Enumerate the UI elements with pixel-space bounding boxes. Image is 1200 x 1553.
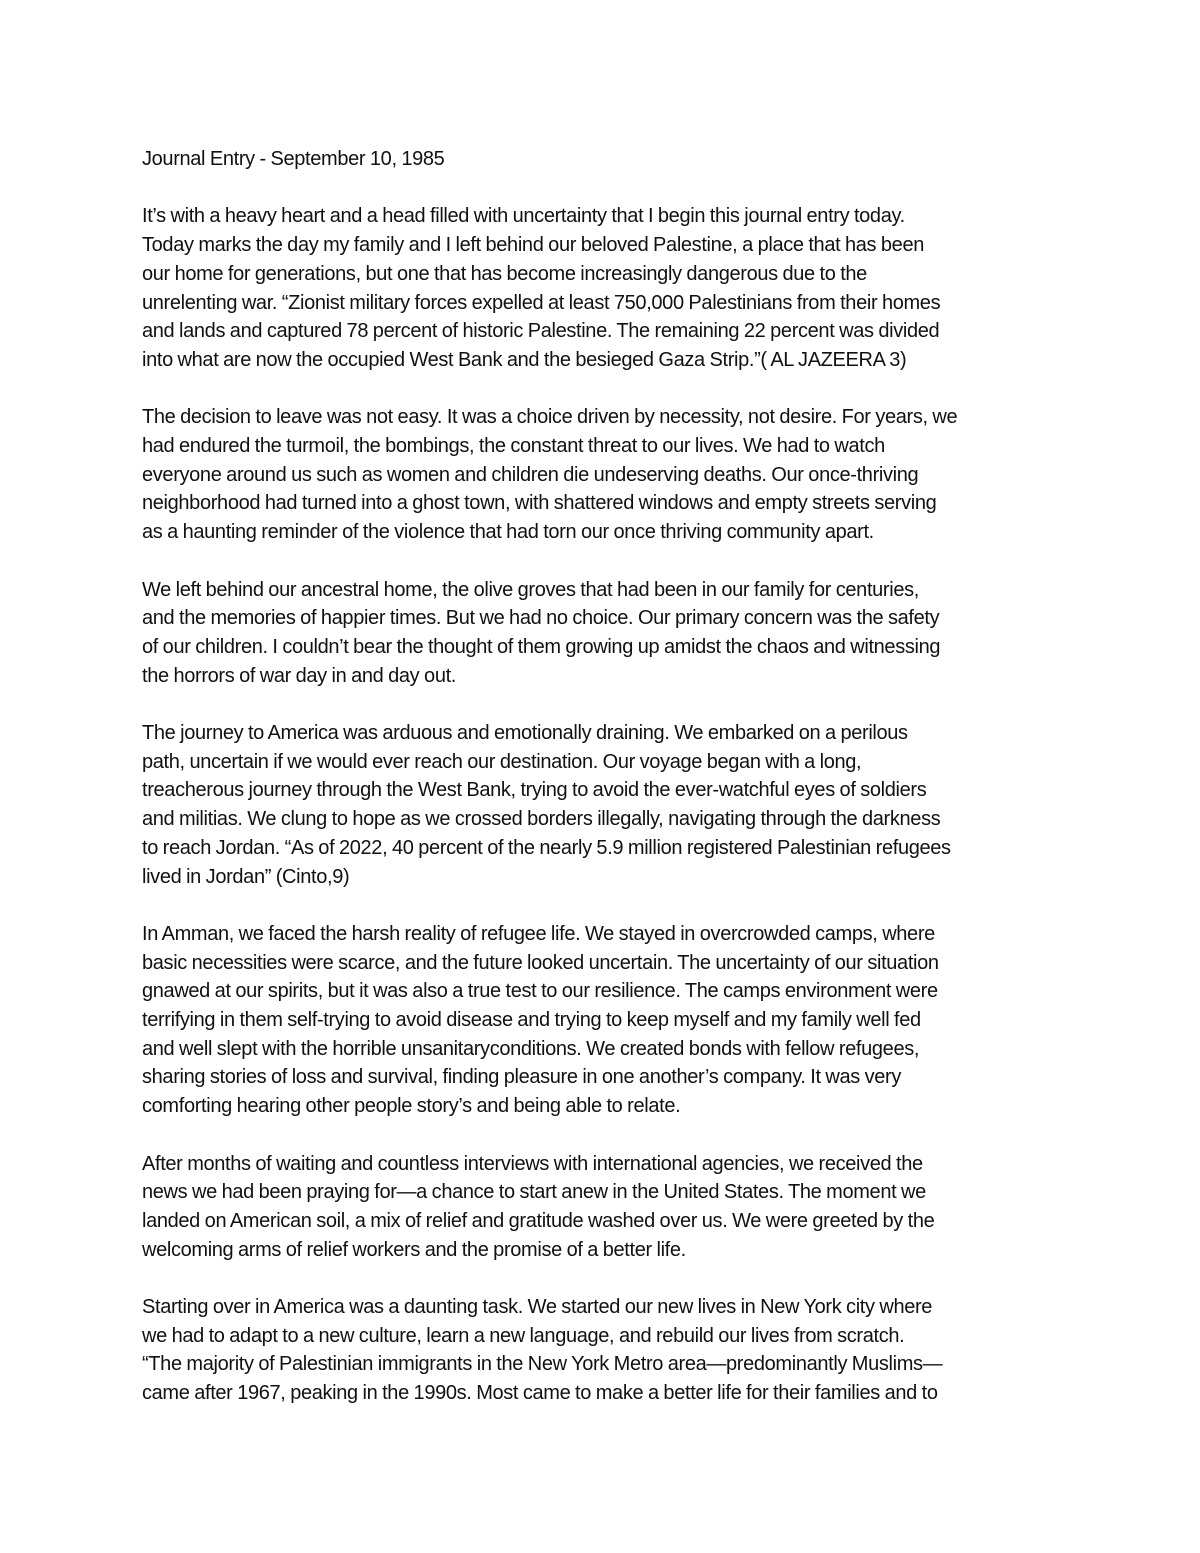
text-line: In Amman, we faced the harsh reality of refugee life. We stayed in overcrowded camps, where <box>142 922 935 945</box>
text-line: the horrors of war day in and day out. <box>142 664 456 687</box>
text-line: and militias. We clung to hope as we crossed borders illegally, navigating through the darkness <box>142 808 941 831</box>
paragraph-3 <box>142 576 1072 691</box>
paragraph-7 <box>142 1293 1072 1408</box>
text-line: came after 1967, peaking in the 1990s. Most came to make a better life for their families and to <box>142 1382 938 1405</box>
text-line: landed on American soil, a mix of relief and gratitude washed over us. We were greeted by the <box>142 1209 935 1232</box>
text-line: news we had been praying for—a chance to start anew in the United States. The moment we <box>142 1181 926 1204</box>
paragraphs-container <box>142 202 1072 1407</box>
text-line: unrelenting war. “Zionist military forces expelled at least 750,000 Palestinians from their homes <box>142 291 941 314</box>
text-line: and well slept with the horrible unsanitaryconditions. We created bonds with fellow refugees, <box>142 1037 920 1060</box>
text-line: welcoming arms of relief workers and the promise of a better life. <box>142 1238 686 1261</box>
paragraph-4 <box>142 719 1072 891</box>
text-line: basic necessities were scarce, and the future looked uncertain. The uncertainty of our situation <box>142 951 939 974</box>
text-line: The decision to leave was not easy. It was a choice driven by necessity, not desire. For years, we <box>142 406 958 429</box>
text-line: and the memories of happier times. But we had no choice. Our primary concern was the safety <box>142 607 940 630</box>
text-line: path, uncertain if we would ever reach our destination. Our voyage began with a long, <box>142 750 862 773</box>
paragraph-5 <box>142 920 1072 1121</box>
text-line: everyone around us such as women and children die undeserving deaths. Our once-thriving <box>142 463 919 486</box>
text-line: comforting hearing other people story’s and being able to relate. <box>142 1095 681 1118</box>
paragraph-2 <box>142 403 1072 547</box>
text-line: Today marks the day my family and I left behind our beloved Palestine, a place that has been <box>142 234 925 257</box>
text-line: into what are now the occupied West Bank and the besieged Gaza Strip.”( AL JAZEERA 3) <box>142 348 907 371</box>
text-line: of our children. I couldn’t bear the thought of them growing up amidst the chaos and witnessing <box>142 635 941 658</box>
paragraph-6 <box>142 1150 1072 1265</box>
text-line: After months of waiting and countless interviews with international agencies, we received the <box>142 1152 923 1175</box>
text-line: neighborhood had turned into a ghost town, with shattered windows and empty streets serving <box>142 492 937 515</box>
text-line: and lands and captured 78 percent of historic Palestine. The remaining 22 percent was divided <box>142 320 940 343</box>
journal-title: Journal Entry - September 10, 1985 <box>142 148 445 170</box>
text-line: lived in Jordan” (Cinto,9) <box>142 865 350 888</box>
text-line: We left behind our ancestral home, the olive groves that had been in our family for centuries, <box>142 578 919 601</box>
text-line: “The majority of Palestinian immigrants in the New York Metro area—predominantly Muslims— <box>142 1353 943 1376</box>
text-line: our home for generations, but one that has become increasingly dangerous due to the <box>142 262 867 285</box>
document-body <box>142 145 1072 1437</box>
text-line: we had to adapt to a new culture, learn a new language, and rebuild our lives from scratch. <box>142 1324 905 1347</box>
text-line: Starting over in America was a daunting task. We started our new lives in New York city where <box>142 1296 933 1319</box>
text-line: had endured the turmoil, the bombings, the constant threat to our lives. We had to watch <box>142 435 885 457</box>
text-line: terrifying in them self-trying to avoid disease and trying to keep myself and my family well fed <box>142 1009 921 1032</box>
text-line: to reach Jordan. “As of 2022, 40 percent of the nearly 5.9 million registered Palestinian refugees <box>142 836 951 859</box>
text-line: It’s with a heavy heart and a head filled with uncertainty that I begin this journal entry today. <box>142 205 905 228</box>
text-line: treacherous journey through the West Bank, trying to avoid the ever-watchful eyes of soldiers <box>142 779 927 802</box>
text-line: The journey to America was arduous and emotionally draining. We embarked on a perilous <box>142 722 908 744</box>
text-line: gnawed at our spirits, but it was also a true test to our resilience. The camps environment were <box>142 980 938 1003</box>
text-line: as a haunting reminder of the violence that had torn our once thriving community apart. <box>142 521 874 544</box>
text-line: sharing stories of loss and survival, finding pleasure in one another’s company. It was very <box>142 1066 901 1089</box>
paragraph-1 <box>142 202 1072 374</box>
